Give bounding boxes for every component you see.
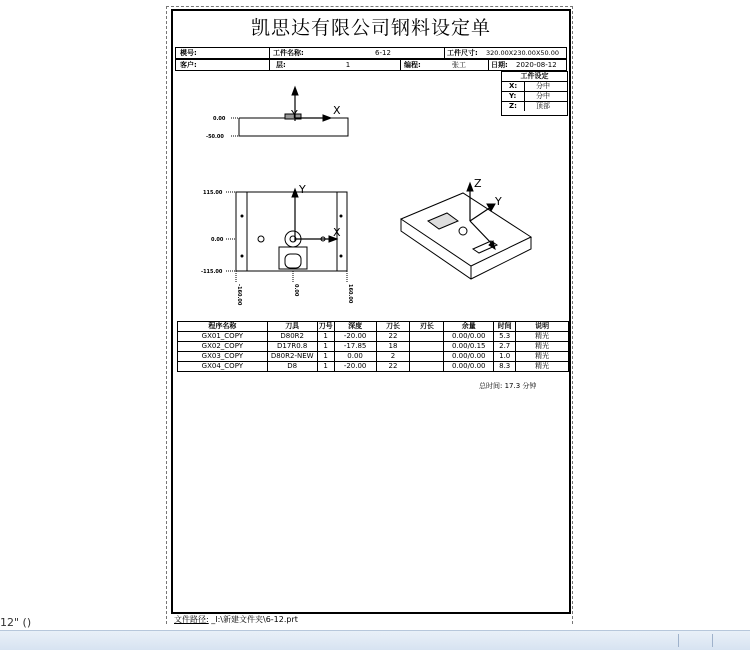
col-time: 时间 — [494, 322, 516, 332]
header-row-1 — [175, 47, 567, 59]
front-dim-top: 0.00 — [213, 116, 226, 122]
mold-no-label: 模号: — [180, 49, 197, 57]
customer-value — [210, 60, 268, 70]
size-value: 320.00X230.00X50.00 — [486, 49, 560, 57]
total-time-unit: 分钟 — [522, 382, 537, 390]
total-time-value: 17.3 — [504, 382, 521, 390]
layer-label: 层: — [276, 61, 286, 69]
programmer-label: 编程: — [404, 61, 421, 69]
customer-label: 客户: — [180, 61, 197, 69]
front-x-axis: X — [333, 104, 341, 117]
table-row: GX04_COPY D8 1 -20.00 22 0.00/0.00 8.3 精光 — [178, 362, 569, 372]
col-tool-length: 刀长 — [376, 322, 410, 332]
col-flute-length: 刃长 — [410, 322, 444, 332]
part-name-value: 6-12 — [375, 49, 391, 57]
file-path — [174, 614, 298, 625]
front-view — [231, 87, 348, 136]
iso-z-axis: Z — [474, 177, 482, 190]
table-row: GX03_COPY D80R2-NEW 1 0.00 2 0.00/0.00 1.0 精光 — [178, 352, 569, 362]
col-tool: 刀具 — [267, 322, 317, 332]
top-dim-mid: 0.00 — [211, 237, 224, 243]
mold-no-value — [210, 48, 268, 58]
top-dim-top: 115.00 — [203, 190, 223, 196]
status-bar — [0, 630, 750, 650]
iso-y-axis: Y — [495, 195, 502, 208]
wcs-title: 工件设定 — [502, 72, 567, 82]
table-row: GX02_COPY D17R0.8 1 -17.85 18 0.00/0.15 2.7 精光 — [178, 342, 569, 352]
layer-value: 1 — [345, 61, 351, 69]
top-dim-left: -160.00 — [236, 284, 242, 306]
wcs-row-x: X: 分中 — [502, 82, 567, 92]
col-program-name: 程序名称 — [178, 322, 268, 332]
col-tool-no: 刀号 — [318, 322, 333, 330]
top-y-axis: Y — [299, 183, 306, 196]
header-row-2 — [175, 59, 567, 71]
top-view — [226, 189, 347, 283]
outside-text: 12" () — [0, 616, 32, 629]
date-label: 日期: — [491, 61, 508, 69]
wcs-row-z: Z: 顶部 — [509, 102, 550, 110]
program-table — [177, 321, 569, 372]
file-path-value: _I:\新建文件夹\6-12.prt — [211, 615, 298, 624]
table-header-row — [178, 322, 569, 332]
wcs-row-y: Y: 分中 — [502, 92, 567, 102]
total-time-label: 总时间: — [479, 382, 503, 390]
date-value: 2020-08-12 — [516, 61, 557, 69]
programmer-value: 张工 — [452, 61, 466, 69]
col-depth: 深度 — [334, 322, 376, 332]
front-y-axis: Y — [291, 108, 298, 121]
size-label: 工件尺寸: — [447, 49, 478, 57]
part-name-label: 工件名称: — [273, 49, 304, 57]
top-x-axis: X — [333, 226, 341, 239]
top-dim-right: 160.00 — [347, 284, 353, 304]
col-note: 说明 — [516, 322, 569, 332]
iso-view — [401, 183, 531, 279]
top-dim-mid-x: 0.00 — [293, 284, 299, 297]
file-path-label: 文件路径: — [174, 615, 209, 624]
top-dim-bottom: -115.00 — [201, 269, 223, 275]
total-time — [479, 381, 536, 391]
sheet-title: 凯思达有限公司钢料设定单 — [250, 17, 491, 39]
front-dim-bottom: -50.00 — [206, 134, 224, 140]
col-stock: 余量 — [444, 322, 494, 332]
table-row: GX01_COPY D80R2 1 -20.00 22 0.00/0.00 5.3 精光 — [178, 332, 569, 342]
setup-sheet — [171, 9, 571, 614]
